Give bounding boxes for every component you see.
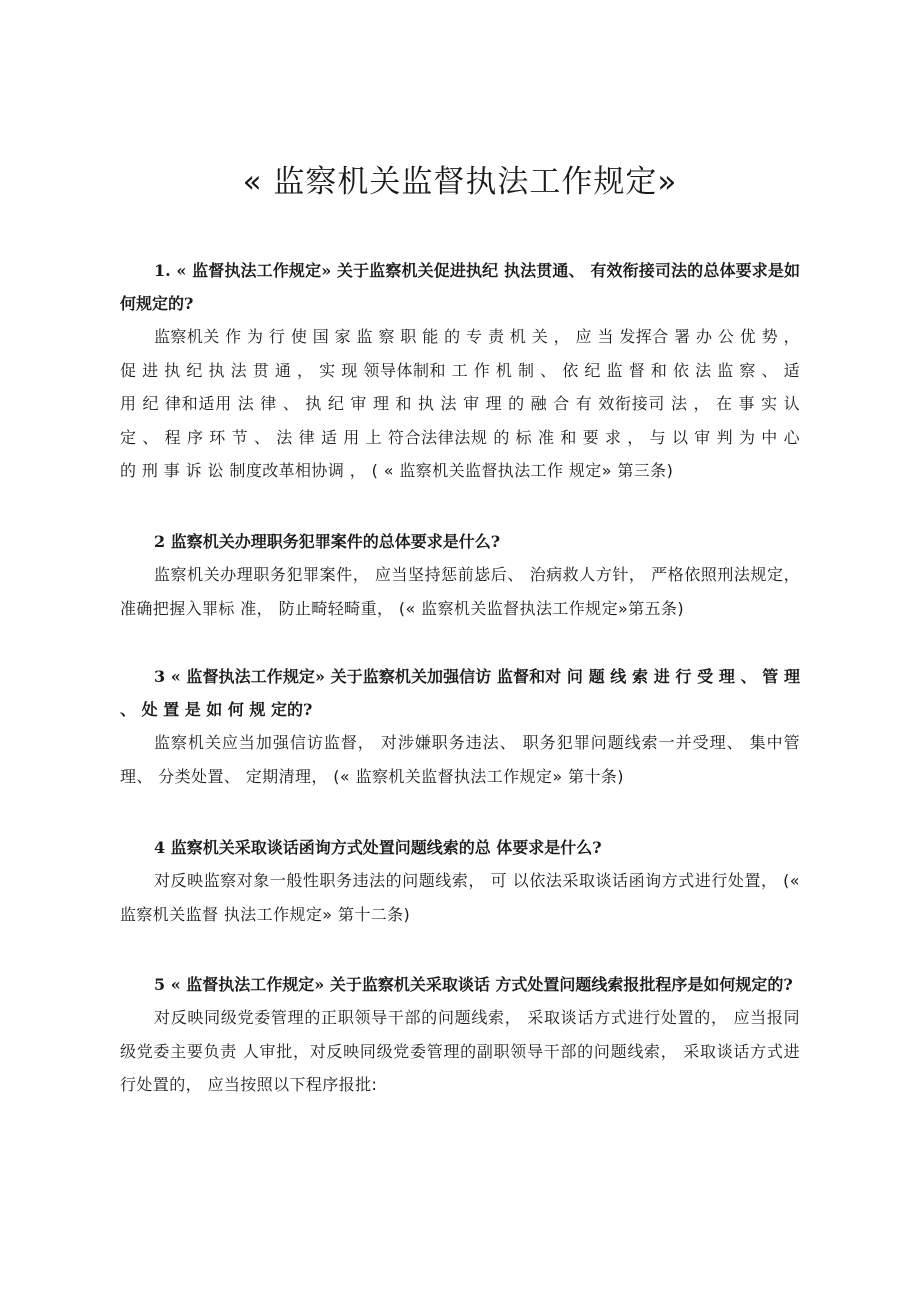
qa-item-3 — [120, 660, 800, 793]
answer-1: 监察机关 作 为 行 使 国 家 监 察 职 能 的 专 责 机 关 ， 应 当 发挥合 署 办 公 优 势 ， 促 进 执 纪 执 法 贯 通 ， 实 现 领导体制和 工 作 机 制 、 依 纪 监 督 和 依 法 监 察 、 适 用 纪 律和适用 法 律 、 执 纪 审 理 和 执 法 审 理 的 融 合 有 效衔接司 法 ， 在 事 实 认 定 、 程 序 环 节 、 法 律 适 用 上 符合法律法规 的 标 准 和 要 求 ， 与 以 审 判 为 中 心 的 刑 事 诉 讼 制度改革相协调 ， ( « 监察机关监督执法工作 规定» 第三条) — [120, 327, 800, 480]
qa-item-2 — [120, 525, 800, 625]
qa-item-5 — [120, 968, 800, 1102]
answer-4: 对反映监察对象一般性职务违法的问题线索， 可 以依法采取谈话函询方式进行处置， (« 监察机关监督 执法工作规定» 第十二条) — [120, 871, 800, 924]
answer-2: 监察机关办理职务犯罪案件， 应当坚持惩前毖后、 治病救人方针， 严格依照刑法规定， 准确把握入罪标 准， 防止畸轻畸重， (« 监察机关监督执法工作规定»第五条) — [120, 565, 800, 618]
qa-item-1 — [120, 254, 800, 488]
answer-3: 监察机关应当加强信访监督， 对涉嫌职务违法、 职务犯罪问题线索一并受理、 集中管理、 分类处置、 定期清理， (« 监察机关监督执法工作规定» 第十条) — [120, 733, 800, 786]
question-4: 4 监察机关采取谈话函询方式处置问题线索的总 体要求是什么? — [154, 838, 602, 857]
question-3: 3 « 监督执法工作规定» 关于监察机关加强信访 监督和对 问 题 线 索 进 行 受 理 、 管 理 、 处 置 是 如 何 规 定的? — [120, 667, 800, 719]
answer-5: 对反映同级党委管理的正职领导干部的问题线索， 采取谈话方式进行处置的， 应当报同级党委主要负责 人审批，对反映同级党委管理的副职领导干部的问题线索， 采取谈话方式进行处置的， 应当按照以下程序报批: — [120, 1008, 800, 1094]
question-2: 2 监察机关办理职务犯罪案件的总体要求是什么? — [154, 532, 501, 551]
qa-item-4 — [120, 831, 800, 931]
question-5: 5 « 监督执法工作规定» 关于监察机关采取谈话 方式处置问题线索报批程序是如何规定的? — [154, 975, 793, 994]
question-1: 1. « 监督执法工作规定» 关于监察机关促进执纪 执法贯通、 有效衔接司法的总体要求是如何规定的? — [120, 261, 800, 313]
document-title: « 监察机关监督执法工作规定» — [242, 164, 678, 200]
